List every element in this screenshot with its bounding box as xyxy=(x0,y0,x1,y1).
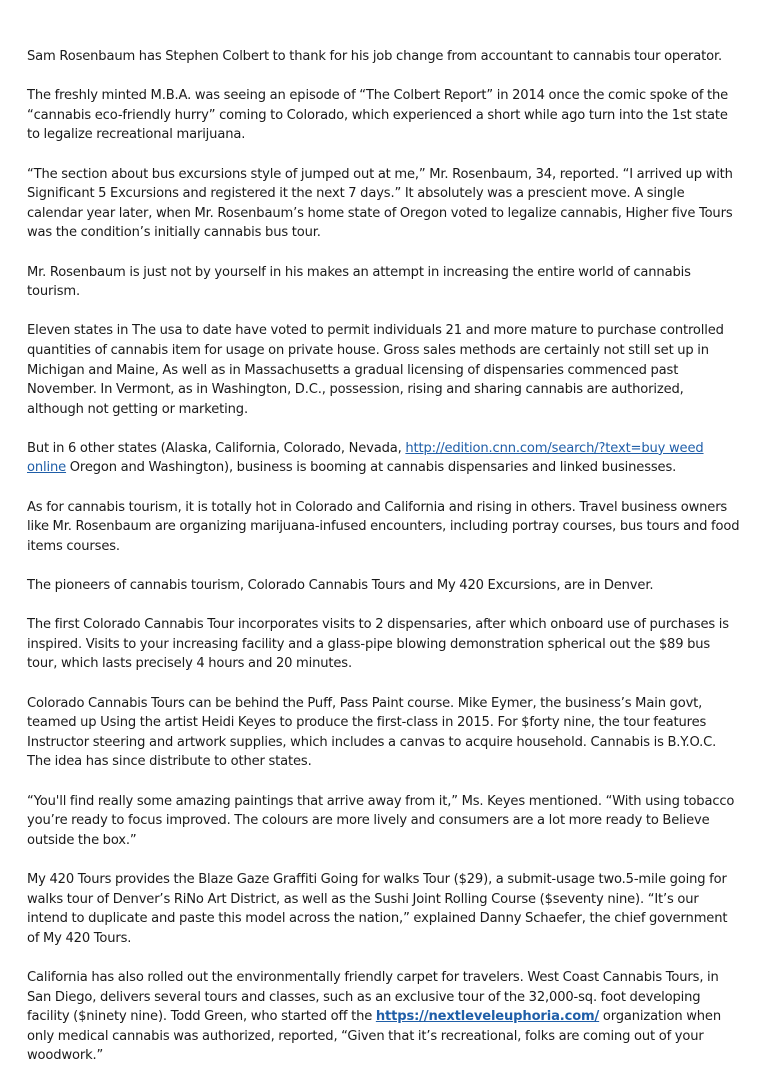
paragraph-6-text-start: But in 6 other states (Alaska, California, Colorado, Nevada, xyxy=(27,440,406,456)
cnn-search-link[interactable]: http://edition.cnn.com/search/?text=buy weed online xyxy=(27,440,704,476)
nextleveleuphoria-link[interactable]: https://nextleveleuphoria.com/ xyxy=(375,1009,600,1025)
paragraph-12: My 420 Tours provides the Blaze Gaze Graffiti Going for walks Tour ($29), a submit-usage two.5-mile going for walks tour of Denver’s RiNo Art District, as well as the Sushi Joint Rolling Course ($seventy nine). “It’s our intend to duplicate and paste this model across the nation,” explained Danny Schaefer, the chief government of My 420 Tours. xyxy=(27,871,728,946)
paragraph-11: “You'll find really some amazing paintings that arrive away from it,” Ms. Keyes mentioned. “With using tobacco you’re ready to focus improved. The colours are more lively and consumers are a lot more ready to Believe outside the box.” xyxy=(27,793,735,848)
paragraph-3: “The section about bus excursions style of jumped out at me,” Mr. Rosenbaum, 34, reported. “I arrived up with Significant 5 Excursions and registered it the next 7 days.” It absolutely was a prescient move. A single calendar year later, when Mr. Rosenbaum’s home state of Oregon voted to legalize cannabis, Higher five Tours was the condition’s initially cannabis bus tour. xyxy=(27,166,733,241)
paragraph-2: The freshly minted M.B.A. was seeing an episode of “The Colbert Report” in 2014 once the comic spoke of the “cannabis eco-friendly hurry” coming to Colorado, which experienced a short while ago turn into the 1st state to legalize recreational marijuana. xyxy=(27,88,729,143)
paragraph-13-text-start: California has also rolled out the environmentally friendly carpet for travelers. West Coast Cannabis Tours, in San Diego, delivers several tours and classes, such as an exclusive tour of the 32,000-sq. foot developing facility ($ninety nine). Todd Green, who started off the xyxy=(27,969,719,1025)
paragraph-10: Colorado Cannabis Tours can be behind the Puff, Pass Paint course. Mike Eymer, the business’s Main govt, teamed up Using the artist Heidi Keyes to produce the first-class in 2015. For $forty nine, the tour features Instructor steering and artwork supplies, which includes a canvas to acquire household. Cannabis is B.Y.O.C. The idea has since distribute to other states. xyxy=(27,695,717,770)
paragraph-7: As for cannabis tourism, it is totally hot in Colorado and California and rising in others. Travel business owners like Mr. Rosenbaum are organizing marijuana-infused encounters, including portray courses, bus tours and food items courses. xyxy=(27,499,740,554)
paragraph-4: Mr. Rosenbaum is just not by yourself in his makes an attempt in increasing the entire world of cannabis tourism. xyxy=(27,264,691,300)
document-body xyxy=(27,47,743,1085)
paragraph-6-text-end: Oregon and Washington), business is booming at cannabis dispensaries and linked businesses. xyxy=(66,460,677,476)
paragraph-5: Eleven states in The usa to date have voted to permit individuals 21 and more mature to purchase controlled quantities of cannabis item for usage on private house. Gross sales methods are certainly not still set up in Michigan and Maine, As well as in Massachusetts a gradual licensing of dispensaries commenced past November. In Vermont, as in Washington, D.C., possession, rising and sharing cannabis are authorized, although not getting or marketing. xyxy=(27,323,724,417)
paragraph-13-text-end: organization when only medical cannabis was authorized, reported, “Given that it’s recreational, folks are coming out of your woodwork.” xyxy=(27,1009,721,1064)
paragraph-8: The pioneers of cannabis tourism, Colorado Cannabis Tours and My 420 Excursions, are in Denver. xyxy=(27,578,654,594)
paragraph-9: The first Colorado Cannabis Tour incorporates visits to 2 dispensaries, after which onboard use of purchases is inspired. Visits to your increasing facility and a glass-pipe blowing demonstration spherical out the $89 bus tour, which lasts precisely 4 hours and 20 minutes. xyxy=(27,617,729,672)
paragraph-1: Sam Rosenbaum has Stephen Colbert to thank for his job change from accountant to cannabis tour operator. xyxy=(27,49,722,64)
paragraph-13 xyxy=(27,968,743,1066)
paragraph-6 xyxy=(27,439,743,478)
